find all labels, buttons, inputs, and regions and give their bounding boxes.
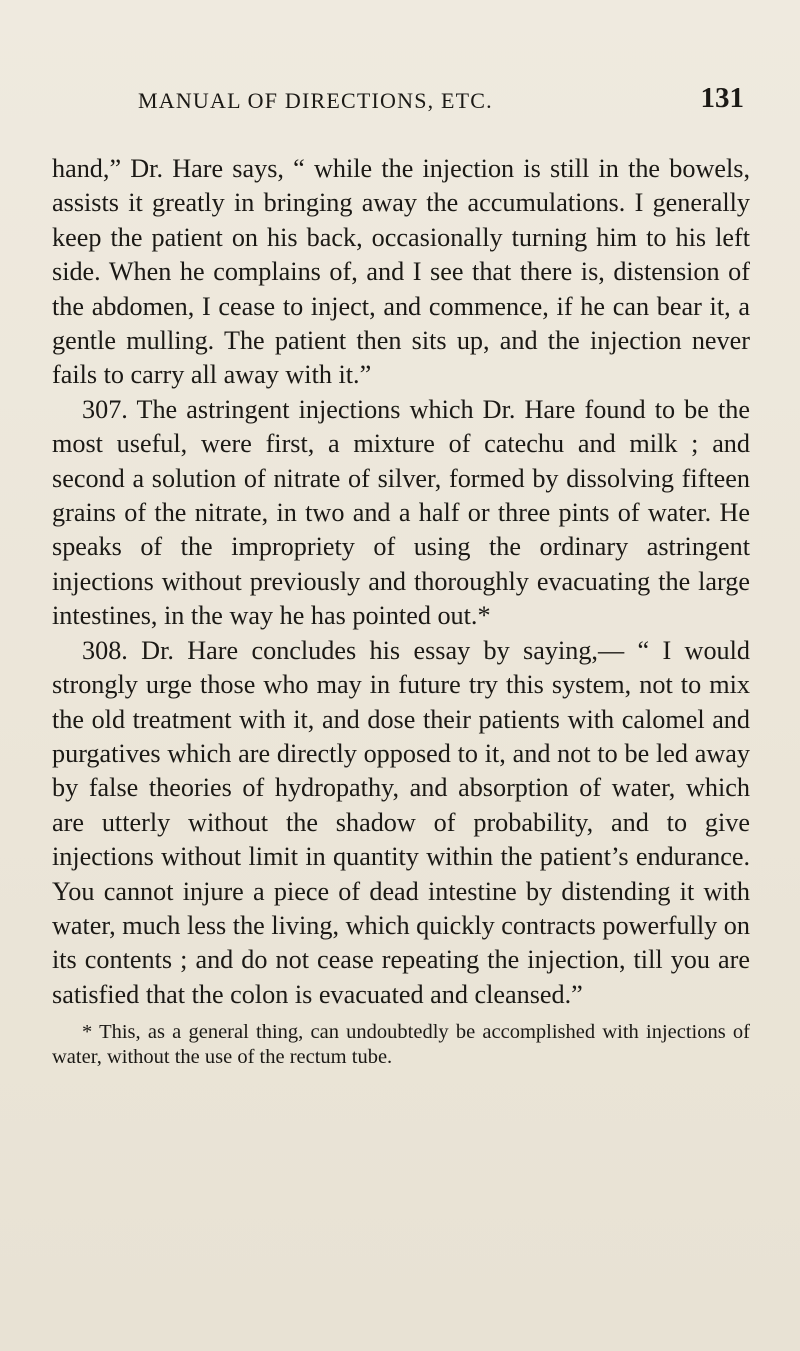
running-title: MANUAL OF DIRECTIONS, ETC. (138, 88, 493, 113)
paragraph-308: 308. Dr. Hare concludes his essay by saying,— “ I would strongly urge those who may in future try this system, not to mix the old treatment with it, and dose their patients with calomel and purgatives which are directly opposed to it, and not to be led away by false theories of hydropathy, and absorption of water, which are utterly without the shadow of probability, and to give injections without limit in quantity within the patient’s endurance. You cannot injure a piece of dead intestine by distending it with water, much less the living, which quickly contracts powerfully on its contents ; and do not cease repeating the injection, till you are satisfied that the colon is evacuated and cleansed.” (52, 635, 750, 1009)
footnote: * This, as a general thing, can undoubtedly be accomplished with injections of water, without the use of the rectum tube. (52, 1021, 750, 1069)
page-number: 131 (700, 82, 744, 114)
body-text (52, 152, 750, 1012)
paragraph-307: 307. The astringent injections which Dr. Hare found to be the most useful, were first, a mixture of catechu and milk ; and second a solution of nitrate of silver, formed by dissolving fifteen grains of the nitrate, in two and a half or three pints of water. He speaks of the impropriety of using the ordinary astringent injections without previously and thoroughly evacuating the large intestines, in the way he has pointed out.* (52, 394, 750, 631)
paragraph-continuation: hand,” Dr. Hare says, “ while the injection is still in the bowels, assists it greatly in bringing away the accumulations. I generally keep the patient on his back, occasionally turning him to his left side. When he complains of, and I see that there is, distension of the abdomen, I cease to inject, and commence, if he can bear it, a gentle mulling. The patient then sits up, and the injection never fails to carry all away with it.” (52, 154, 750, 390)
running-head (52, 78, 750, 118)
